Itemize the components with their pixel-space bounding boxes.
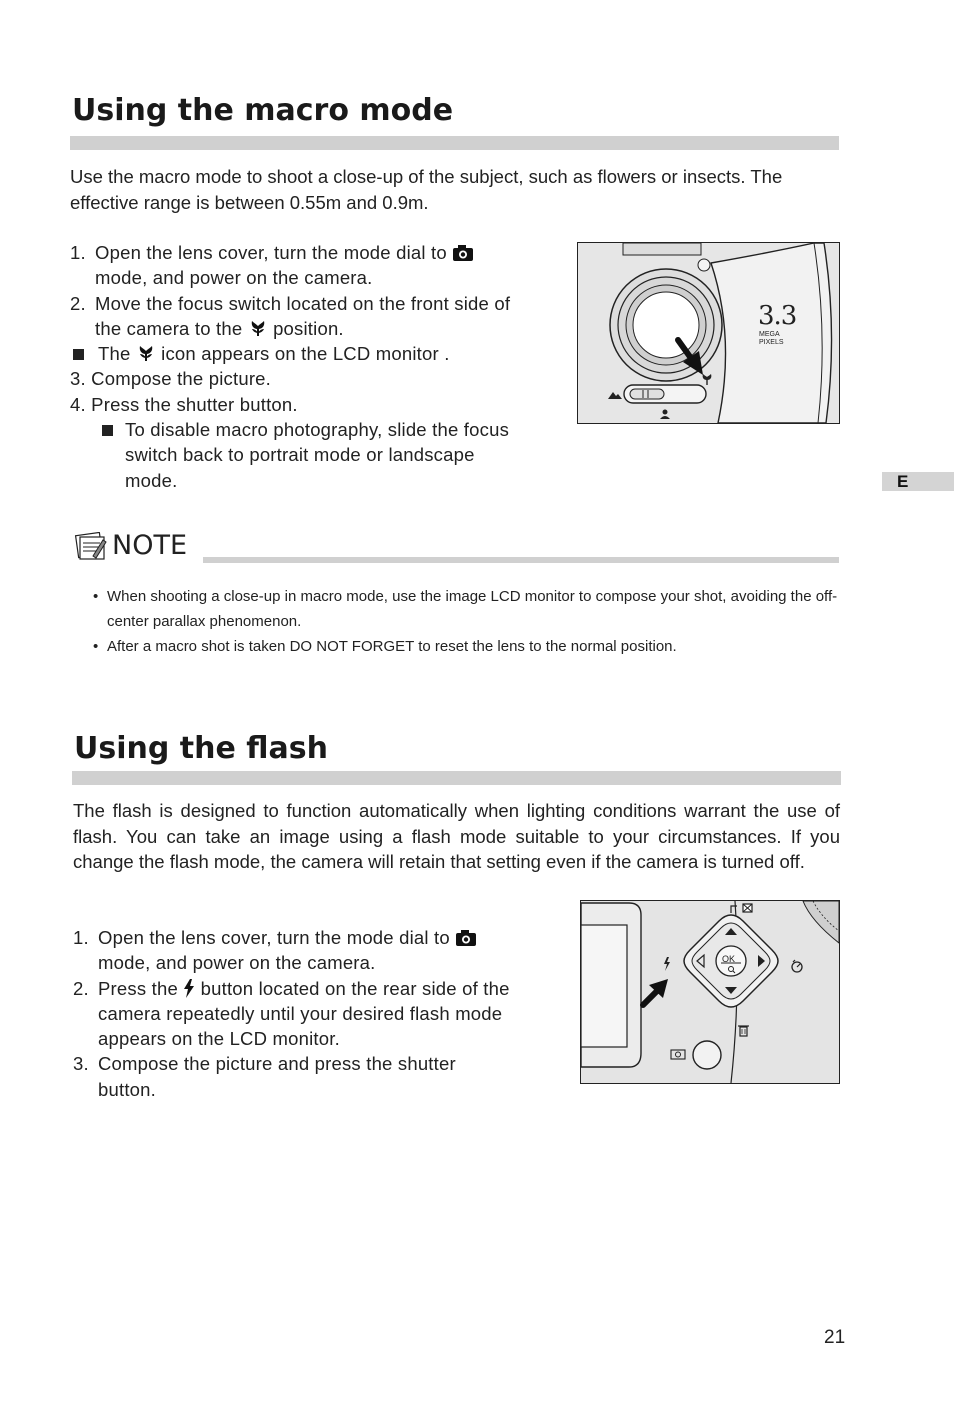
camera-rear-drawing xyxy=(581,901,839,1083)
flash-step-3-number: 3. xyxy=(73,1053,89,1075)
square-bullet-icon xyxy=(73,349,84,360)
megapixel-badge-label xyxy=(759,331,784,347)
macro-section-title: Using the macro mode xyxy=(72,93,454,128)
macro-step-2-sub xyxy=(70,341,520,366)
macro-step-2-text-a: Move the focus switch located on the front side of the camera to the xyxy=(95,292,511,339)
macro-flower-icon xyxy=(248,318,268,338)
bullet-dot: • xyxy=(93,638,99,655)
note-list xyxy=(93,584,838,659)
flash-section-title: Using the flash xyxy=(74,731,328,766)
flash-step-3 xyxy=(73,1051,518,1102)
language-side-tab: E xyxy=(882,472,954,491)
flash-step-1-text-a: Open the lens cover, turn the mode dial to xyxy=(98,927,450,948)
macro-intro: Use the macro mode to shoot a close-up of the subject, such as flowers or insects. The effective range is between 0.55m and 0.9m. xyxy=(70,166,783,213)
macro-step-2-sub-text-a: The xyxy=(98,343,131,365)
macro-step-1-number: 1. xyxy=(70,242,86,263)
note-item xyxy=(93,634,838,659)
macro-flower-icon xyxy=(136,343,156,363)
flash-step-2 xyxy=(73,976,518,1052)
flash-step-1 xyxy=(73,925,518,976)
flash-bolt-icon xyxy=(183,979,195,998)
square-bullet-icon xyxy=(102,425,113,436)
macro-step-1-text-a: Open the lens cover, turn the mode dial to xyxy=(95,242,447,263)
macro-step-2 xyxy=(70,291,520,342)
flash-title-rule xyxy=(72,771,841,785)
flash-step-3-text: Compose the picture and press the shutter button. xyxy=(98,1053,456,1100)
macro-step-4-sub-text: To disable macro photography, slide the focus switch back to portrait mode or landscape mode. xyxy=(125,419,510,491)
note-item-text: After a macro shot is taken DO NOT FORGET to reset the lens to the normal position. xyxy=(107,638,677,655)
note-memo-icon xyxy=(73,532,107,562)
note-title: NOTE xyxy=(112,530,188,561)
megapixel-badge-line-2: PIXELS xyxy=(759,339,784,346)
macro-step-4: 4. Press the shutter button. xyxy=(70,393,298,415)
flash-intro: The flash is designed to function automatically when lighting conditions warrant the use of flash. You can take an image using a flash mode suitable to your circumstances. If you change the flash mode, the camera will retain that setting even if the camera is turned off. xyxy=(73,800,840,872)
macro-step-4-sub xyxy=(70,417,520,493)
flash-step-2-number: 2. xyxy=(73,977,89,999)
macro-step-1 xyxy=(70,240,520,291)
note-item-text: When shooting a close-up in macro mode, use the image LCD monitor to compose your shot, avoiding the off-center parallax phenomenon. xyxy=(107,588,838,630)
page-number: 21 xyxy=(824,1327,846,1348)
megapixel-badge-number: 3.3 xyxy=(758,301,797,331)
camera-mode-icon xyxy=(452,243,474,262)
macro-title-rule xyxy=(70,136,839,150)
flash-step-2-text-a: Press the xyxy=(98,977,178,999)
macro-step-2-number: 2. xyxy=(70,292,86,314)
camera-mode-icon xyxy=(455,928,477,947)
macro-step-1-text-b: mode, and power on the camera. xyxy=(95,267,373,289)
flash-step-1-text-b: mode, and power on the camera. xyxy=(98,952,376,974)
ok-button-label: OK xyxy=(722,954,736,964)
note-item xyxy=(93,584,838,634)
megapixel-badge-line-1: MEGA xyxy=(759,331,780,338)
note-rule xyxy=(203,557,839,563)
bullet-dot: • xyxy=(93,588,99,605)
camera-front-illustration xyxy=(577,242,840,424)
flash-steps-list xyxy=(73,925,518,1102)
macro-step-2-sub-text-b: icon appears on the LCD monitor . xyxy=(161,343,450,365)
flash-step-2-text-b: button located on the rear side of the camera repeatedly until your desired flash mode appears on the LCD monitor. xyxy=(98,977,510,1050)
macro-step-2-text-b: position. xyxy=(273,317,344,339)
macro-steps-list xyxy=(70,240,520,493)
flash-step-1-number: 1. xyxy=(73,927,89,948)
macro-step-3: 3. Compose the picture. xyxy=(70,368,272,390)
camera-rear-illustration xyxy=(580,900,840,1084)
camera-front-drawing xyxy=(578,243,839,423)
